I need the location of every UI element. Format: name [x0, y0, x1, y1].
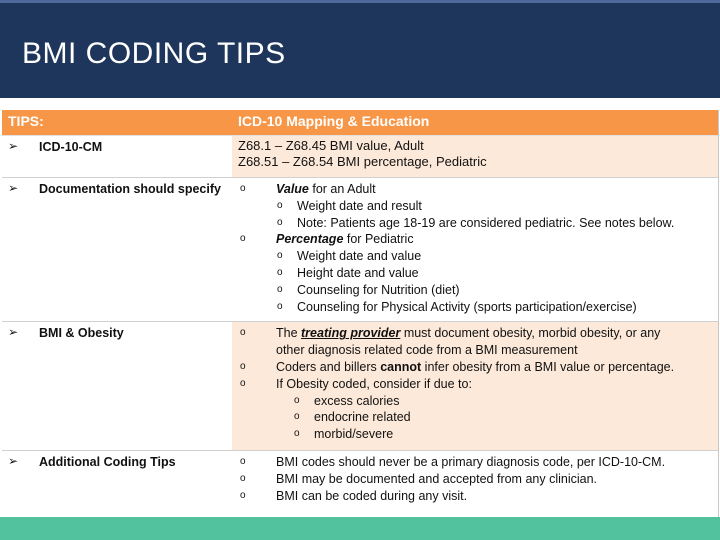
page-title: BMI CODING TIPS [22, 37, 286, 70]
circle-bullet-icon: o [240, 377, 246, 389]
list-item: o Coders and billers cannot infer obesity from a BMI value or percentage. [240, 360, 675, 375]
table-row [2, 451, 719, 524]
tip-label: BMI & Obesity [39, 326, 124, 341]
circle-bullet-icon: o [294, 428, 300, 440]
tip-cell [2, 451, 232, 524]
column-header-tips: TIPS: [2, 110, 232, 135]
list-item: o Value for an Adult [240, 182, 376, 197]
circle-bullet-icon: o [277, 216, 283, 228]
list-item: o If Obesity coded, consider if due to: [240, 376, 472, 391]
arrow-bullet-icon: ➢ [8, 181, 19, 196]
circle-bullet-icon: o [240, 456, 246, 468]
table-right-border [718, 110, 719, 517]
arrow-bullet-icon: ➢ [8, 454, 19, 469]
list-item: o Weight date and result [277, 198, 422, 213]
circle-bullet-icon: o [277, 283, 283, 295]
tip-label: Documentation should specify [39, 182, 221, 197]
list-item: o Note: Patients age 18-19 are considered pediatric. See notes below. [277, 215, 675, 230]
list-item: o Height date and value [277, 266, 419, 281]
circle-bullet-icon: o [240, 473, 246, 485]
tip-cell [2, 178, 232, 322]
table-header-row [2, 110, 719, 135]
circle-bullet-icon: o [277, 267, 283, 279]
circle-bullet-icon: o [240, 490, 246, 502]
circle-bullet-icon: o [240, 183, 246, 195]
list-item-continuation: other diagnosis related code from a BMI measurement [276, 343, 578, 358]
mapping-cell [232, 322, 719, 451]
footer-bar [0, 517, 720, 540]
arrow-bullet-icon: ➢ [8, 138, 19, 153]
mapping-cell [232, 451, 719, 524]
tip-cell [2, 322, 232, 451]
circle-bullet-icon: o [294, 394, 300, 406]
tip-cell [2, 135, 232, 178]
list-item: o Percentage for Pediatric [240, 232, 414, 247]
list-item: o morbid/severe [294, 427, 394, 442]
list-item: o endocrine related [294, 410, 411, 425]
circle-bullet-icon: o [277, 250, 283, 262]
circle-bullet-icon: o [277, 300, 283, 312]
list-item: o The treating provider must document obesity, morbid obesity, or any [240, 326, 661, 341]
tips-table [2, 110, 719, 524]
list-item: o BMI may be documented and accepted from any clinician. [240, 472, 598, 487]
mapping-cell [232, 178, 719, 322]
tip-label: ICD-10-CM [39, 139, 103, 154]
column-header-mapping: ICD-10 Mapping & Education [232, 110, 719, 135]
mapping-cell [232, 135, 719, 178]
circle-bullet-icon: o [240, 233, 246, 245]
tip-label: Additional Coding Tips [39, 455, 176, 470]
arrow-bullet-icon: ➢ [8, 325, 19, 340]
list-item: o excess calories [294, 393, 400, 408]
table-row [2, 178, 719, 322]
list-item: o BMI codes should never be a primary diagnosis code, per ICD-10-CM. [240, 455, 666, 470]
circle-bullet-icon: o [294, 411, 300, 423]
circle-bullet-icon: o [277, 199, 283, 211]
table-row [2, 322, 719, 451]
circle-bullet-icon: o [240, 327, 246, 339]
list-item: o BMI can be coded during any visit. [240, 489, 468, 504]
list-item: o Weight date and value [277, 249, 422, 264]
list-item: o Counseling for Nutrition (diet) [277, 282, 460, 297]
list-item: o Counseling for Physical Activity (sports participation/exercise) [277, 299, 637, 314]
circle-bullet-icon: o [240, 361, 246, 373]
table-row [2, 135, 719, 178]
mapping-line: Z68.51 – Z68.54 BMI percentage, Pediatric [238, 154, 487, 170]
mapping-line: Z68.1 – Z68.45 BMI value, Adult [238, 137, 424, 153]
slide-header [0, 0, 720, 98]
